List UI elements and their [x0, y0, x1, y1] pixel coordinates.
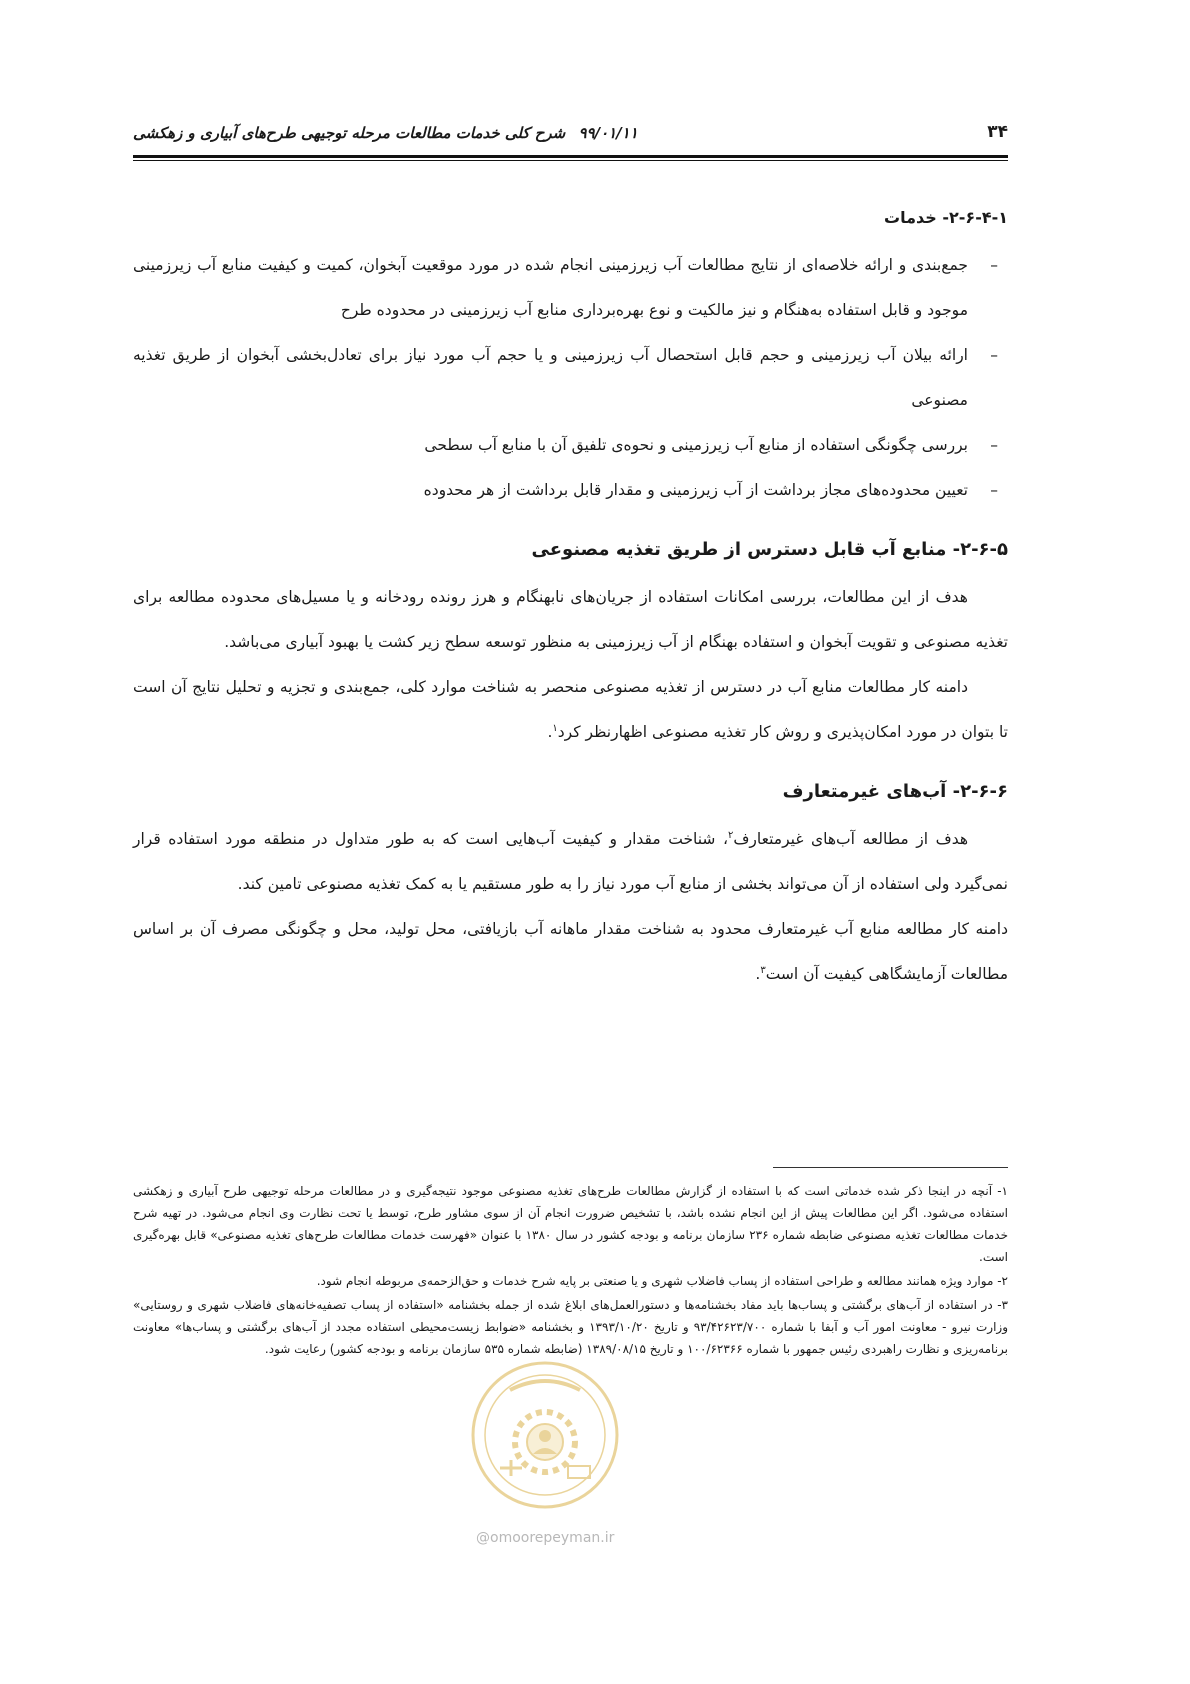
dash-bullet: – [990, 256, 998, 274]
list-item: – بررسی چگونگی استفاده از منابع آب زیرزمینی و نحوه‌ی تلفیق آن با منابع آب سطحی [133, 423, 1008, 468]
footnote: ۲- موارد ویژه همانند مطالعه و طراحی استفاده از پساب فاضلاب شهری و یا صنعتی بر پایه شرح خدمات و حق‌الزحمه‌ی مربوطه انجام شود. [316, 1274, 1008, 1288]
nonconventional-paragraph-1: هدف از مطالعه آب‌های غیرمتعارف$^۲$، شناخت مقدار و کیفیت آب‌هایی است که به طور متداول در منطقه مورد استفاده قرار نمی‌گیرد ولی استفاده از آن می‌تواند بخشی از منابع آب مورد نیاز را به طور مستقیم یا به کمک تغذیه مصنوعی تامین کند. [133, 829, 1008, 893]
nonconventional-paragraph-2: دامنه کار مطالعه منابع آب غیرمتعارف محدود به شناخت مقدار ماهانه آب بازیافتی، محل تولید، محل و چگونگی مصرف آن بر اساس مطالعات آزمایشگاهی کیفیت آن است$^۳$. [133, 920, 1008, 983]
footnote: ۱- آنچه در اینجا ذکر شده خدماتی است که با استفاده از گزارش مطالعات طرح‌های تغذیه مصنوعی موجود نتیجه‌گیری و در مطالعات مرحله توجیهی طرح آبیاری و زهکشی استفاده می‌شود. اگر این مطالعات پیش از این انجام نشده باشد، با تشخیص ضرورت انجام آن از سوی مشاور طرح، توسط یا تحت نظارت وی انجام می‌شود. در تهیه شرح خدمات مطالعات تغذیه مصنوعی ضابطه شماره ۲۳۶ سازمان برنامه و بودجه کشور در سال ۱۳۸۰ با عنوان «فهرست خدمات مطالعات طرح‌های تغذیه مصنوعی» قابل بهره‌گیری است. [133, 1184, 1008, 1264]
watermark-seal-icon [470, 1360, 620, 1510]
page-number: ۳۴ [987, 122, 1008, 142]
page-header [133, 118, 1008, 148]
artificial-recharge-paragraph-1: هدف از این مطالعات، بررسی امکانات استفاده از جریان‌های نابهنگام و هرز رونده رودخانه و یا مسیل‌های محدوده مطالعه برای تغذیه مصنوعی و تقویت آبخوان و استفاده بهنگام از آب زیرزمینی به منظور توسعه سطح زیر کشت یا بهبود آبیاری می‌باشد. [133, 588, 1008, 651]
footnote-separator [773, 1167, 1008, 1168]
services-list [133, 243, 1008, 513]
footnote-ref: ۲ [727, 829, 734, 841]
header-rule-thin [133, 160, 1008, 161]
list-item: – جمع‌بندی و ارائه خلاصه‌ای از نتایج مطالعات آب زیرزمینی انجام شده در مورد موقعیت آبخوان، کمیت و کیفیت منابع آب زیرزمینی موجود و قابل استفاده به‌هنگام و نیز مالکیت و نوع بهره‌برداری منابع آب زیرزمینی در محدوده طرح [133, 243, 1008, 333]
services-heading: ۲-۶-۴-۱- خدمات [884, 208, 1008, 227]
list-item: – ارائه بیلان آب زیرزمینی و حجم قابل استحصال آب زیرزمینی و یا حجم آب مورد نیاز برای تعادل‌بخشی آبخوان از طریق تغذیه مصنوعی [133, 333, 1008, 423]
footnotes [133, 1180, 1008, 1362]
list-item: – تعیین محدوده‌های مجاز برداشت از آب زیرزمینی و مقدار قابل برداشت از هر محدوده [133, 468, 1008, 513]
dash-bullet: – [990, 346, 998, 364]
header-title-text: شرح کلی خدمات مطالعات مرحله توجیهی طرح‌های آبیاری و زهکشی [133, 124, 566, 142]
footnote-ref: ۱ [552, 722, 558, 734]
dash-bullet: – [990, 436, 998, 454]
dash-bullet: – [990, 481, 998, 499]
nonconventional-water-heading: ۲-۶-۶- آب‌های غیرمتعارف [782, 781, 1008, 802]
header-title [133, 124, 638, 142]
header-date: ۹۹/۰۱/۱۱ [578, 124, 638, 142]
page-content [133, 195, 1008, 997]
footnote-ref: ۳ [760, 964, 766, 976]
footnote: ۳- در استفاده از آب‌های برگشتی و پساب‌ها باید مفاد بخشنامه‌ها و دستورالعمل‌های ابلاغ شده از جمله بخشنامه «استفاده از پساب تصفیه‌خانه‌های فاضلاب شهری و روستایی» وزارت نیرو - معاونت امور آب و آبفا با شماره ۹۳/۴۲۶۲۳/۷۰۰ و تاریخ ۱۳۹۳/۱۰/۲۰ و بخشنامه «ضوابط زیست‌محیطی استفاده مجدد از آب‌های برگشتی و پساب‌ها» معاونت برنامه‌ریزی و نظارت راهبردی رئیس جمهور با شماره ۱۰۰/۶۲۳۶۶ و تاریخ ۱۳۸۹/۰۸/۱۵ (ضابطه شماره ۵۳۵ سازمان برنامه و بودجه کشور) رعایت شود. [133, 1298, 1008, 1356]
header-rule [133, 155, 1008, 158]
artificial-recharge-heading: ۲-۶-۵- منابع آب قابل دسترس از طریق تغذیه مصنوعی [531, 539, 1008, 560]
watermark-url: @omoorepeyman.ir [476, 1530, 615, 1546]
artificial-recharge-paragraph-2: دامنه کار مطالعات منابع آب در دسترس از تغذیه مصنوعی منحصر به شناخت موارد کلی، جمع‌بندی و تجزیه و تحلیل نتایج آن است تا بتوان در مورد امکان‌پذیری و روش کار تغذیه مصنوعی اظهارنظر کرد$^۱$. [133, 678, 1008, 741]
